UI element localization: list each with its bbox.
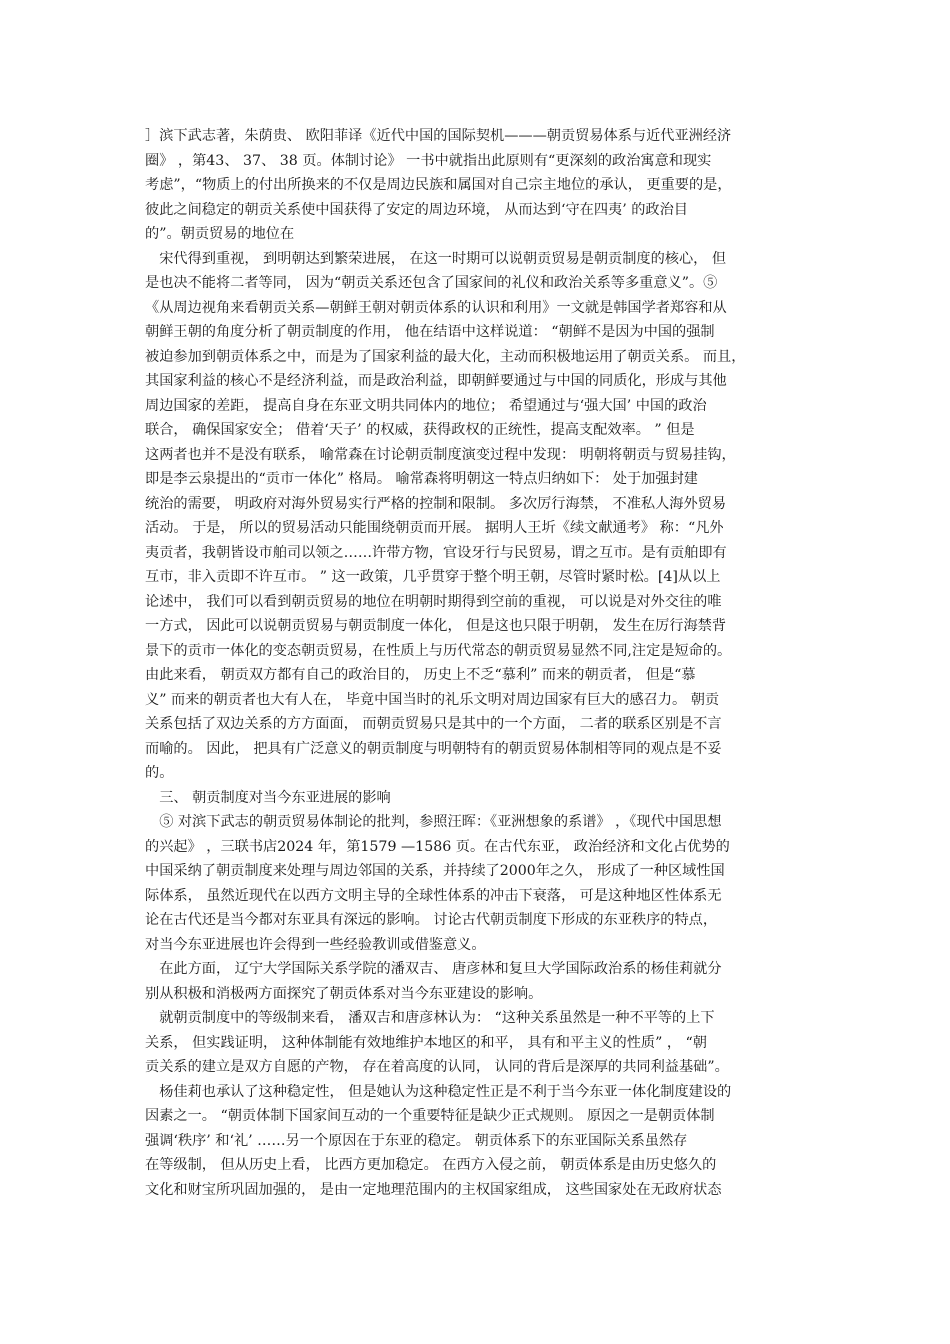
text-line: 就朝贡制度中的等级制来看， 潘双吉和唐彦林认为： “这种关系虽然是一种不平等的上下	[145, 1010, 715, 1026]
text-line: 周边国家的差距， 提高自身在东亚文明共同体内的地位； 希望通过与‘强大国’ 中国的政治	[145, 397, 707, 414]
text-line: 《从周边视角来看朝贡关系—朝鲜王朝对朝贡体系的认识和利用》一文就是韩国学者郑容和从	[145, 299, 727, 316]
text-line: 的兴起》 ，三联书店2024 年，第1579 —1586 页。在古代东亚， 政治经济和文化占优势的	[145, 838, 730, 855]
text-line: 的。	[145, 765, 174, 781]
text-line: 联合， 确保国家安全； 借着‘天子’ 的权威，获得政权的正统性，提高支配效率。 ” 但是	[145, 422, 695, 438]
text-line: 统治的需要， 明政府对海外贸易实行严格的控制和限制。 多次厉行海禁， 不准私人海外贸易	[145, 495, 727, 512]
text-line: 论在古代还是当今都对东亚具有深远的影响。 讨论古代朝贡制度下形成的东亚秩序的特点，	[145, 912, 718, 928]
text-line: 这两者也并不是没有联系， 喻常森在讨论朝贡制度演变过程中发现： 明朝将朝贡与贸易挂钩，	[145, 446, 736, 463]
section-heading: 三、 朝贡制度对当今东亚进展的影响	[145, 789, 391, 806]
text-line: 景下的贡市一体化的变态朝贡贸易，在性质上与历代常态的朝贡贸易显然不同,注定是短命的。	[145, 642, 732, 659]
text-line: 论述中， 我们可以看到朝贡贸易的地位在明朝时期得到空前的重视， 可以说是对外交往的唯	[145, 593, 722, 610]
text-line: 对当今东亚进展也许会得到一些经验教训或借鉴意义。	[145, 936, 486, 953]
text-line: 在等级制， 但从历史上看， 比西方更加稳定。 在西方入侵之前， 朝贡体系是由历史悠久的	[145, 1157, 717, 1173]
text-line: 由此来看， 朝贡双方都有自己的政治目的， 历史上不乏“慕利” 而来的朝贡者， 但是“慕	[145, 667, 696, 683]
text-line: 贡关系的建立是双方自愿的产物， 存在着高度的认同， 认同的背后是深厚的共同利益基础”。	[145, 1059, 729, 1075]
text-line: 活动。 于是， 所以的贸易活动只能围绕朝贡而开展。 据明人王圻《续文献通考》 称：“凡外	[145, 520, 724, 536]
text-line: 其国家利益的核心不是经济利益，而是政治利益，即朝鲜要通过与中国的同质化，形成与其他	[145, 373, 727, 389]
text-line: 义” 而来的朝贡者也大有人在， 毕竟中国当时的礼乐文明对周边国家有巨大的感召力。 朝贡	[145, 691, 720, 708]
text-line: 文化和财宝所巩固加强的， 是由一定地理范围内的主权国家组成， 这些国家处在无政府状态	[145, 1181, 722, 1198]
text-line: 即是李云泉提出的“贡市一体化” 格局。 喻常森将明朝这一特点归纳如下： 处于加强封建	[145, 471, 698, 487]
text-line: 关系包括了双边关系的方方面面， 而朝贡贸易只是其中的一个方面， 二者的联系区别是不言	[145, 716, 722, 732]
text-line: 互市，非入贡即不许互市。 ” 这一政策，几乎贯穿于整个明王朝，尽管时紧时松。[4]从以上	[145, 569, 721, 585]
text-line: ］滨下武志著，朱荫贵、 欧阳菲译《近代中国的国际契机———朝贡贸易体系与近代亚洲经济	[145, 128, 732, 144]
text-line: 杨佳莉也承认了这种稳定性， 但是她认为这种稳定性正是不利于当今东亚一体化制度建设的	[145, 1083, 732, 1100]
document-body	[145, 124, 813, 1202]
text-line: 关系， 但实践证明， 这种体制能有效地维护本地区的和平， 具有和平主义的性质” ， “朝	[145, 1034, 707, 1051]
text-line: 被迫参加到朝贡体系之中，而是为了国家利益的最大化，主动而积极地运用了朝贡关系。 而且，	[145, 348, 746, 365]
text-line: 朝鲜王朝的角度分析了朝贡制度的作用， 他在结语中这样说道： “朝鲜不是因为中国的强制	[145, 324, 715, 340]
text-line: 是也决不能将二者等同， 因为“朝贡关系还包含了国家间的礼仪和政治关系等多重意义”。⑤	[145, 275, 718, 291]
text-line: 圈》 ，第43、 37、 38 页。体制讨论》 一书中就指出此原则有“更深刻的政治寓意和现实	[145, 152, 712, 169]
footnote-line: ⑤ 对滨下武志的朝贡贸易体制论的批判，参照汪晖：《亚洲想象的系谱》 ，《现代中国思想	[145, 814, 722, 830]
text-line: 在此方面， 辽宁大学国际关系学院的潘双吉、 唐彦林和复旦大学国际政治系的杨佳莉就分	[145, 961, 722, 977]
text-line: 强调‘秩序’ 和‘礼’ ……另一个原因在于东亚的稳定。 朝贡体系下的东亚国际关系虽然存	[145, 1132, 688, 1149]
text-line: 的”。朝贡贸易的地位在	[145, 226, 295, 242]
text-line: 宋代得到重视， 到明朝达到繁荣进展， 在这一时期可以说朝贡贸易是朝贡制度的核心， 但	[145, 250, 727, 267]
text-line: 彼此之间稳定的朝贡关系使中国获得了安定的周边环境， 从而达到‘守在四夷’ 的政治目	[145, 201, 688, 218]
text-line: 一方式， 因此可以说朝贡贸易与朝贡制度一体化， 但是这也只限于明朝， 发生在厉行海禁背	[145, 618, 727, 634]
text-line: 夷贡者，我朝皆设市舶司以领之……许带方物，官设牙行与民贸易，谓之互市。是有贡舶即有	[145, 544, 727, 561]
text-line: 际体系， 虽然近现代在以西方文明主导的全球性体系的冲击下衰落， 可是这种地区性体系无	[145, 887, 722, 904]
text-line: 考虑”，“物质上的付出所换来的不仅是周边民族和属国对自己宗主地位的承认， 更重要的是，	[145, 177, 732, 193]
text-line: 中国采纳了朝贡制度来处理与周边邻国的关系，并持续了2000年之久， 形成了一种区域性国	[145, 863, 725, 879]
text-line: 而喻的。 因此， 把具有广泛意义的朝贡制度与明朝特有的朝贡贸易体制相等同的观点是不妥	[145, 740, 722, 757]
text-line: 别从积极和消极两方面探究了朝贡体系对当今东亚建设的影响。	[145, 985, 543, 1002]
text-line: 因素之一。 “朝贡体制下国家间互动的一个重要特征是缺少正式规则。 原因之一是朝贡体制	[145, 1108, 715, 1124]
